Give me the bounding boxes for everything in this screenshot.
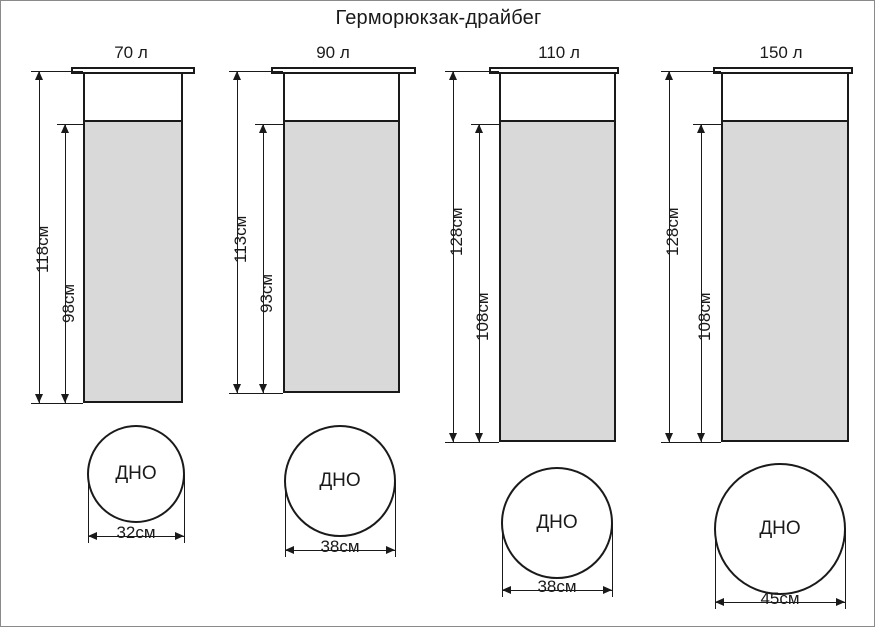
dim-label-inner-110: 108см <box>473 292 492 341</box>
dim-arrow-inner-bottom-150 <box>697 433 705 442</box>
dim-arrow-inner-top-70 <box>61 124 69 133</box>
column-title-90: 90 л <box>316 43 350 62</box>
dim-label-diam-110: 38см <box>537 577 577 596</box>
bag-bottom-circle-150: ДНО <box>714 463 846 595</box>
dim-label-diam-90: 38см <box>320 537 360 556</box>
dim-label-outer-70: 118см <box>33 225 52 273</box>
dim-arrow-outer-top-110 <box>449 71 457 80</box>
dim-ext-right-110 <box>612 523 613 597</box>
dim-line-outer-110 <box>453 71 454 442</box>
page-title: Герморюкзак-драйбег <box>335 7 542 29</box>
dim-arrow-inner-bottom-70 <box>61 394 69 403</box>
dim-line-inner-90 <box>263 124 264 393</box>
column-title-110: 110 л <box>538 43 580 62</box>
dim-tick-outer-bottom-110 <box>445 442 499 443</box>
dim-line-outer-150 <box>669 71 670 442</box>
dim-arrow-inner-top-110 <box>475 124 483 133</box>
dim-arrow-outer-top-90 <box>233 71 241 80</box>
bag-body-150 <box>721 120 849 442</box>
dim-arrow-inner-top-150 <box>697 124 705 133</box>
dim-label-diam-70: 32см <box>116 523 156 542</box>
bag-neck-90 <box>283 74 400 122</box>
bag-neck-70 <box>83 74 183 122</box>
bag-cap-70 <box>71 67 195 74</box>
bag-body-70 <box>83 120 183 403</box>
dim-tick-outer-bottom-90 <box>229 393 283 394</box>
bag-cap-90 <box>271 67 416 74</box>
dim-label-inner-70: 98см <box>59 283 78 323</box>
bag-bottom-circle-70: ДНО <box>87 425 185 523</box>
dim-arrow-outer-bottom-70 <box>35 394 43 403</box>
dim-line-inner-70 <box>65 124 66 403</box>
dim-ext-right-150 <box>845 529 846 609</box>
dim-arrow-inner-bottom-90 <box>259 384 267 393</box>
dim-arrow-diam-right-150 <box>836 598 845 606</box>
bag-neck-110 <box>499 74 616 122</box>
dim-arrow-outer-top-70 <box>35 71 43 80</box>
dim-arrow-outer-bottom-110 <box>449 433 457 442</box>
column-title-150: 150 л <box>759 43 803 62</box>
dim-label-outer-110: 128см <box>447 207 466 256</box>
dim-arrow-outer-bottom-90 <box>233 384 241 393</box>
dim-arrow-inner-top-90 <box>259 124 267 133</box>
dim-label-outer-150: 128см <box>663 207 682 256</box>
dim-arrow-outer-bottom-150 <box>665 433 673 442</box>
bag-bottom-circle-110: ДНО <box>501 467 613 579</box>
dim-arrow-outer-top-150 <box>665 71 673 80</box>
dim-tick-outer-bottom-70 <box>31 403 83 404</box>
dim-arrow-inner-bottom-110 <box>475 433 483 442</box>
dim-line-inner-150 <box>701 124 702 442</box>
bag-neck-150 <box>721 74 849 122</box>
column-title-70: 70 л <box>114 43 148 62</box>
dim-ext-left-150 <box>715 529 716 609</box>
dim-tick-outer-bottom-150 <box>661 442 721 443</box>
dim-label-inner-90: 93см <box>257 273 276 313</box>
dim-arrow-diam-left-150 <box>715 598 724 606</box>
dim-label-outer-90: 113см <box>231 215 250 263</box>
dim-label-diam-150: 45см <box>760 589 800 608</box>
bag-cap-150 <box>713 67 853 74</box>
bag-cap-110 <box>489 67 619 74</box>
bag-bottom-circle-90: ДНО <box>284 425 396 537</box>
bag-body-90 <box>283 120 400 393</box>
dim-label-inner-150: 108см <box>695 292 714 341</box>
bag-body-110 <box>499 120 616 442</box>
dim-ext-right-90 <box>395 482 396 557</box>
dim-line-inner-110 <box>479 124 480 442</box>
